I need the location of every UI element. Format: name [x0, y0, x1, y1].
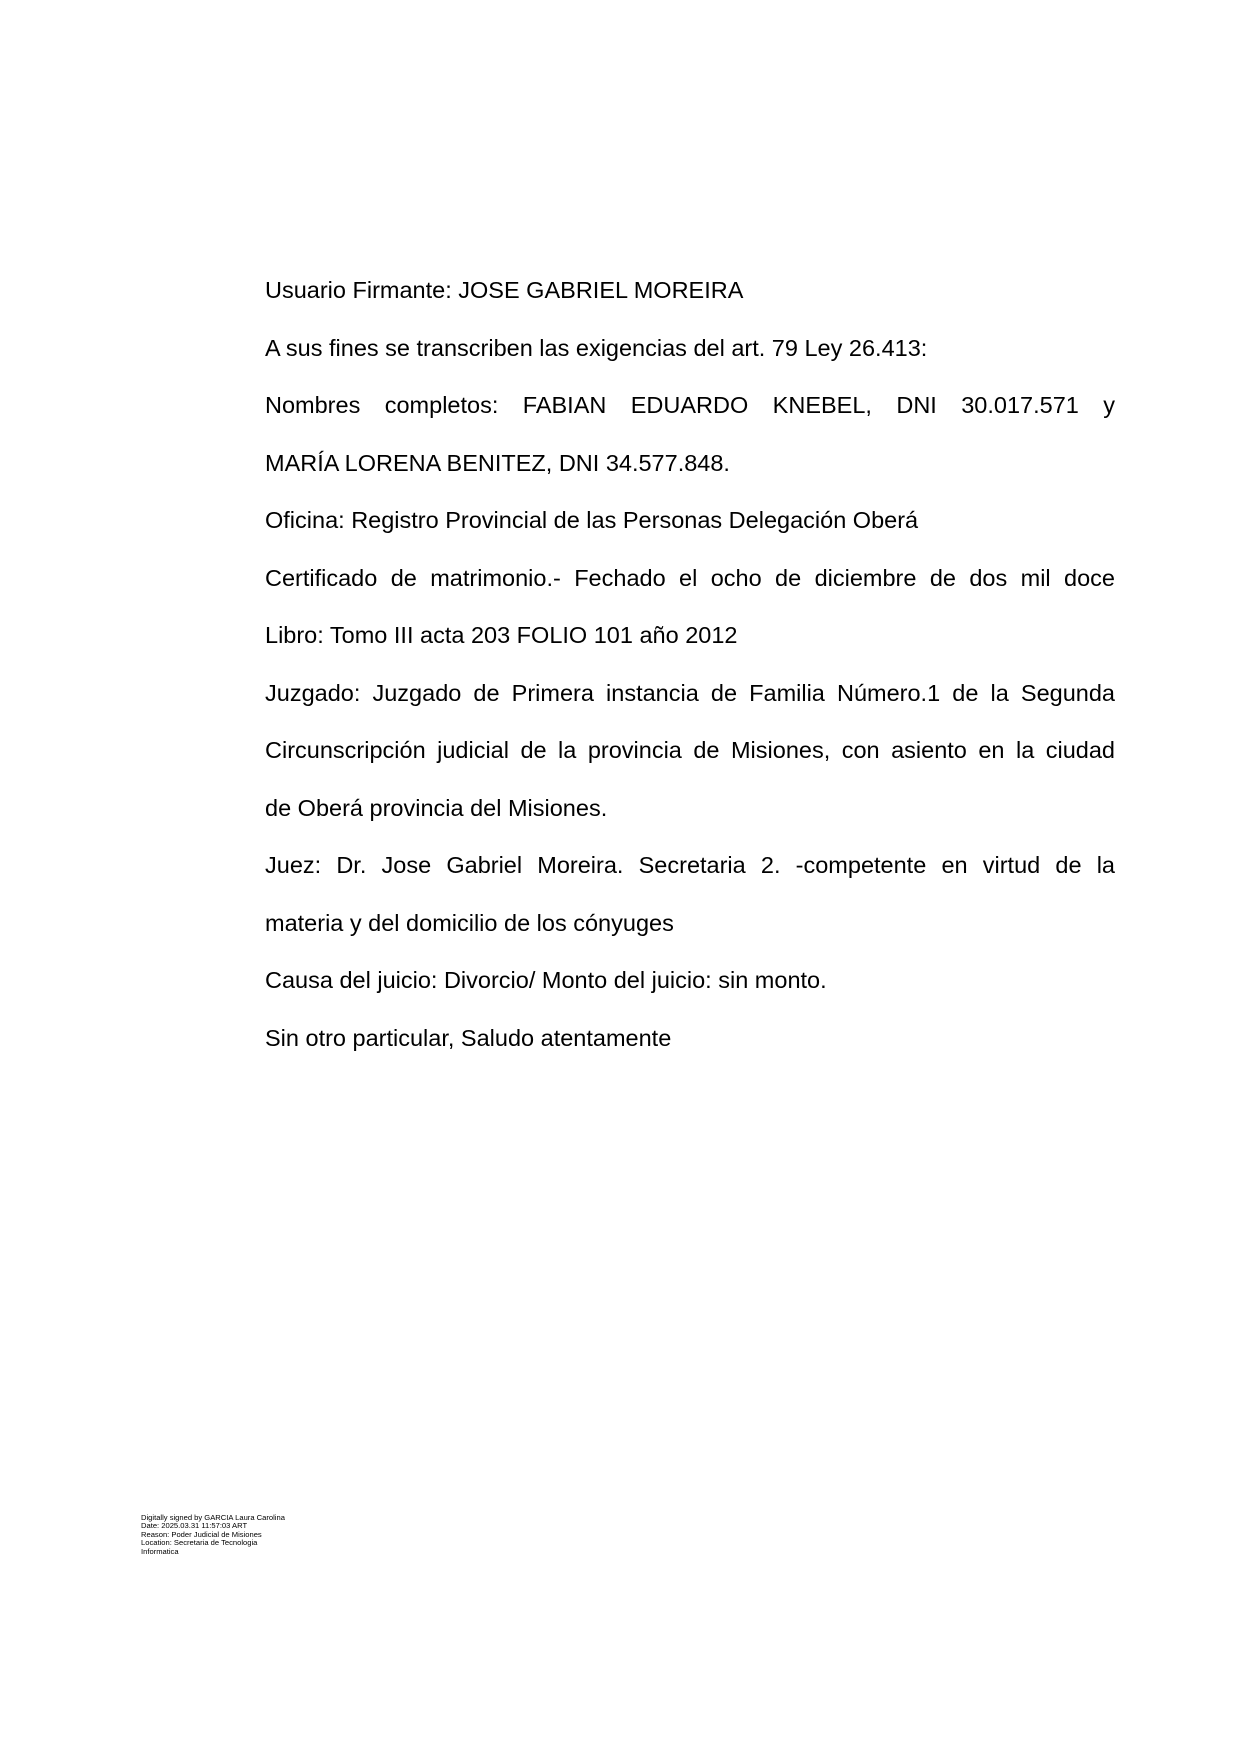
- full-names-continuation-line: MARÍA LORENA BENITEZ, DNI 34.577.848.: [265, 449, 730, 476]
- marriage-certificate-line: Certificado de matrimonio.- Fechado el ocho de diciembre de dos mil doce: [265, 564, 1115, 591]
- letter-body: [265, 262, 1115, 1067]
- case-cause-line: Causa del juicio: Divorcio/ Monto del juicio: sin monto.: [265, 967, 827, 993]
- signature-location: Location: Secretaria de Tecnologia: [141, 1538, 258, 1548]
- signature-location-continuation: Informatica: [141, 1546, 179, 1556]
- signature-signer: Digitally signed by GARCIA Laura Carolina: [141, 1513, 285, 1522]
- judge-line: Juez: Dr. Jose Gabriel Moreira. Secretaria 2. -competente en virtud de la: [265, 852, 1115, 878]
- closing-line: Sin otro particular, Saludo atentamente: [265, 1024, 672, 1051]
- signature-reason: Reason: Poder Judicial de Misiones: [141, 1529, 262, 1539]
- book-line: Libro: Tomo III acta 203 FOLIO 101 año 2012: [265, 622, 738, 648]
- court-continuation-line: Circunscripción judicial de la provincia de Misiones, con asiento en la ciudad: [265, 737, 1115, 763]
- judge-continuation-line: materia y del domicilio de los cónyuges: [265, 909, 674, 936]
- signature-date: Date: 2025.03.31 11:57:03 ART: [141, 1521, 248, 1531]
- court-location-line: de Oberá provincia del Misiones.: [265, 794, 608, 821]
- requirements-intro-line: A sus fines se transcriben las exigencias del art. 79 Ley 26.413:: [265, 334, 928, 361]
- office-line: Oficina: Registro Provincial de las Personas Delegación Oberá: [265, 507, 919, 533]
- full-names-line: Nombres completos: FABIAN EDUARDO KNEBEL, DNI 30.017.571 y: [265, 392, 1115, 418]
- signing-user-line: Usuario Firmante: JOSE GABRIEL MOREIRA: [265, 277, 744, 303]
- digital-signature-stamp: [141, 1514, 401, 1556]
- court-line: Juzgado: Juzgado de Primera instancia de Familia Número.1 de la Segunda: [265, 679, 1115, 706]
